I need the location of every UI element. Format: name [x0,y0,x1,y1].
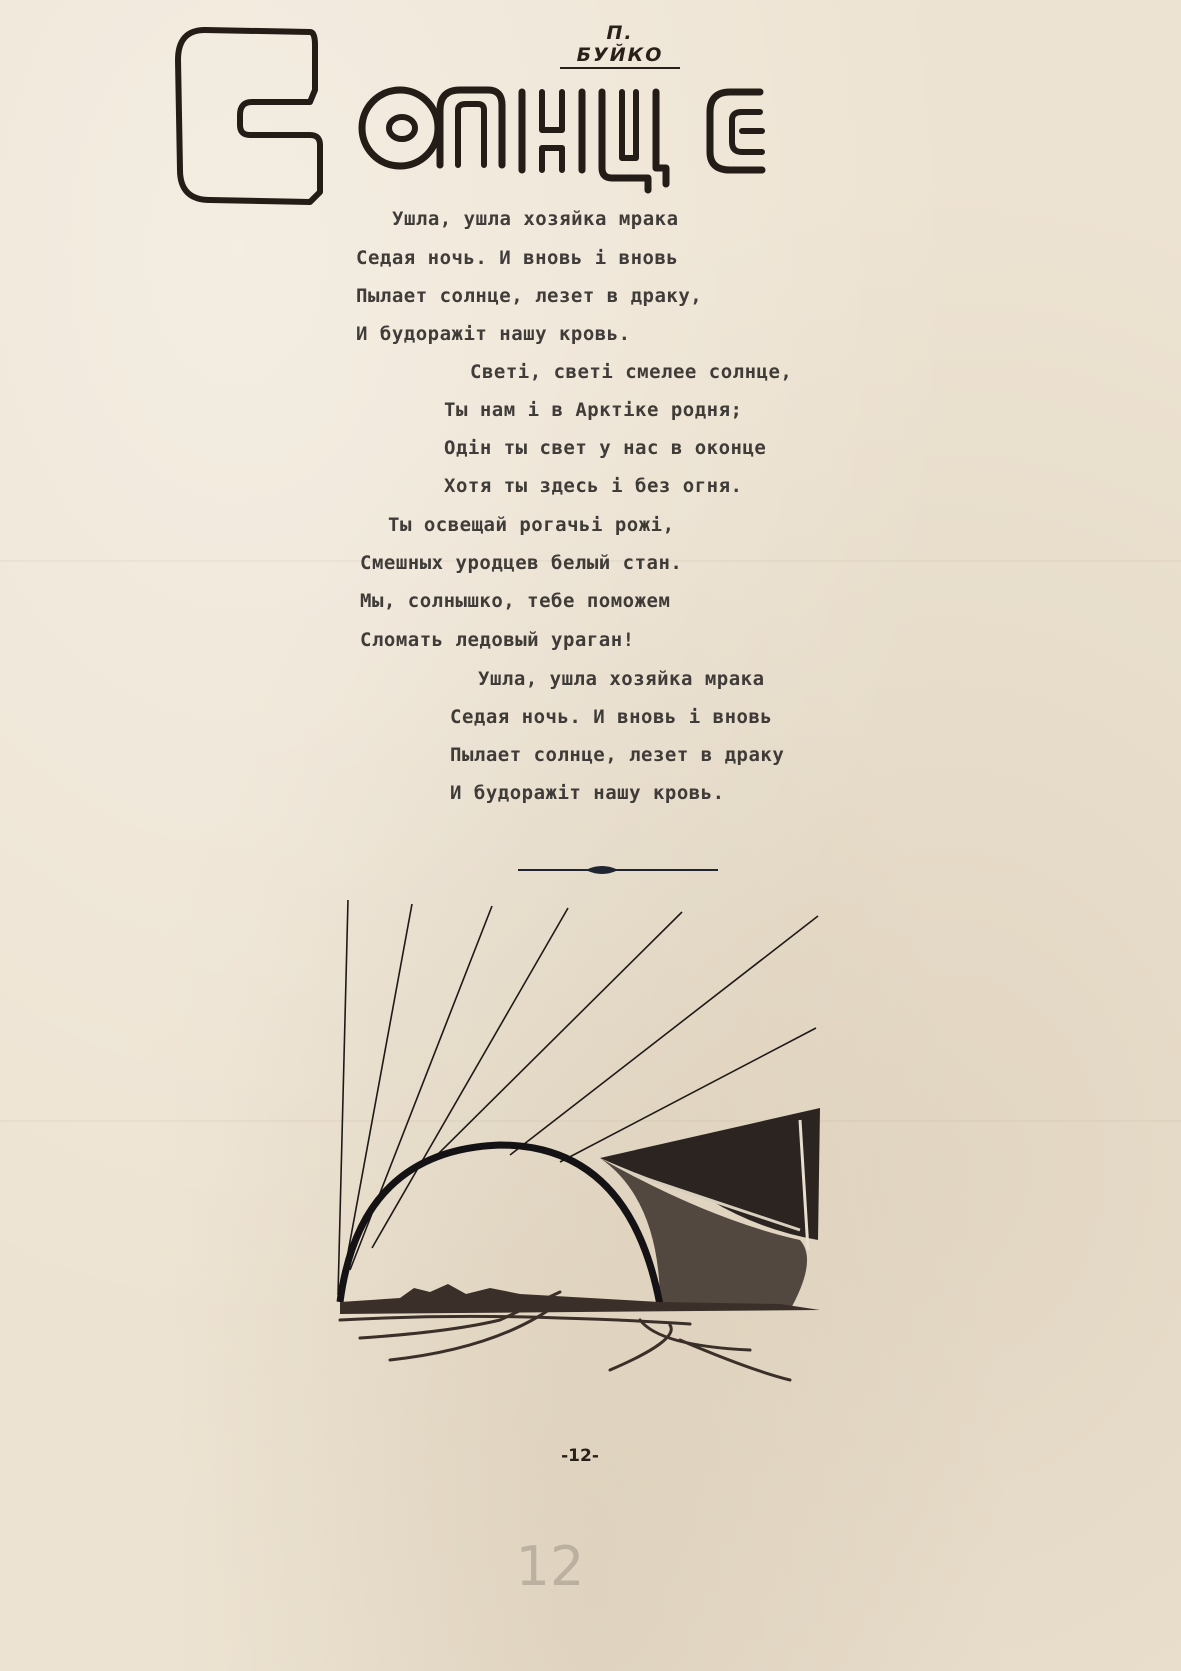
poem-line: Седая ночь. И вновь і вновь [356,247,679,269]
poem-line: Сломать ледовый ураган! [360,629,635,651]
pencil-page-number: 12 [515,1535,585,1598]
poem-line: Ушла, ушла хозяйка мрака [478,668,765,690]
poem-line: Ты нам і в Арктіке родня; [444,399,743,421]
author-name: П. БУЙКО [560,22,680,69]
poem-line: И будоражіт нашу кровь. [356,323,631,345]
poem-line: Ты освещай рогачьі рожі, [388,514,675,536]
poem-line: Седая ночь. И вновь і вновь [450,706,773,728]
page-number: -12- [561,1446,599,1466]
sunrise-illustration [330,900,850,1400]
poem-line: Пылает солнце, лезет в драку, [356,285,703,307]
poem-line: Одін ты свет у нас в оконце [444,437,767,459]
poem-line: Пылает солнце, лезет в драку [450,744,785,766]
poem-line: Смешных уродцев белый стан. [360,552,683,574]
poem-line: Светі, светі смелее солнце, [470,361,793,383]
poem-line: И будоражіт нашу кровь. [450,782,725,804]
poem-line: Ушла, ушла хозяйка мрака [392,208,679,230]
poem-line: Мы, солнышко, тебе поможем [360,590,671,612]
poem-line: Хотя ты здесь і без огня. [444,475,743,497]
ornamental-divider [518,860,718,880]
